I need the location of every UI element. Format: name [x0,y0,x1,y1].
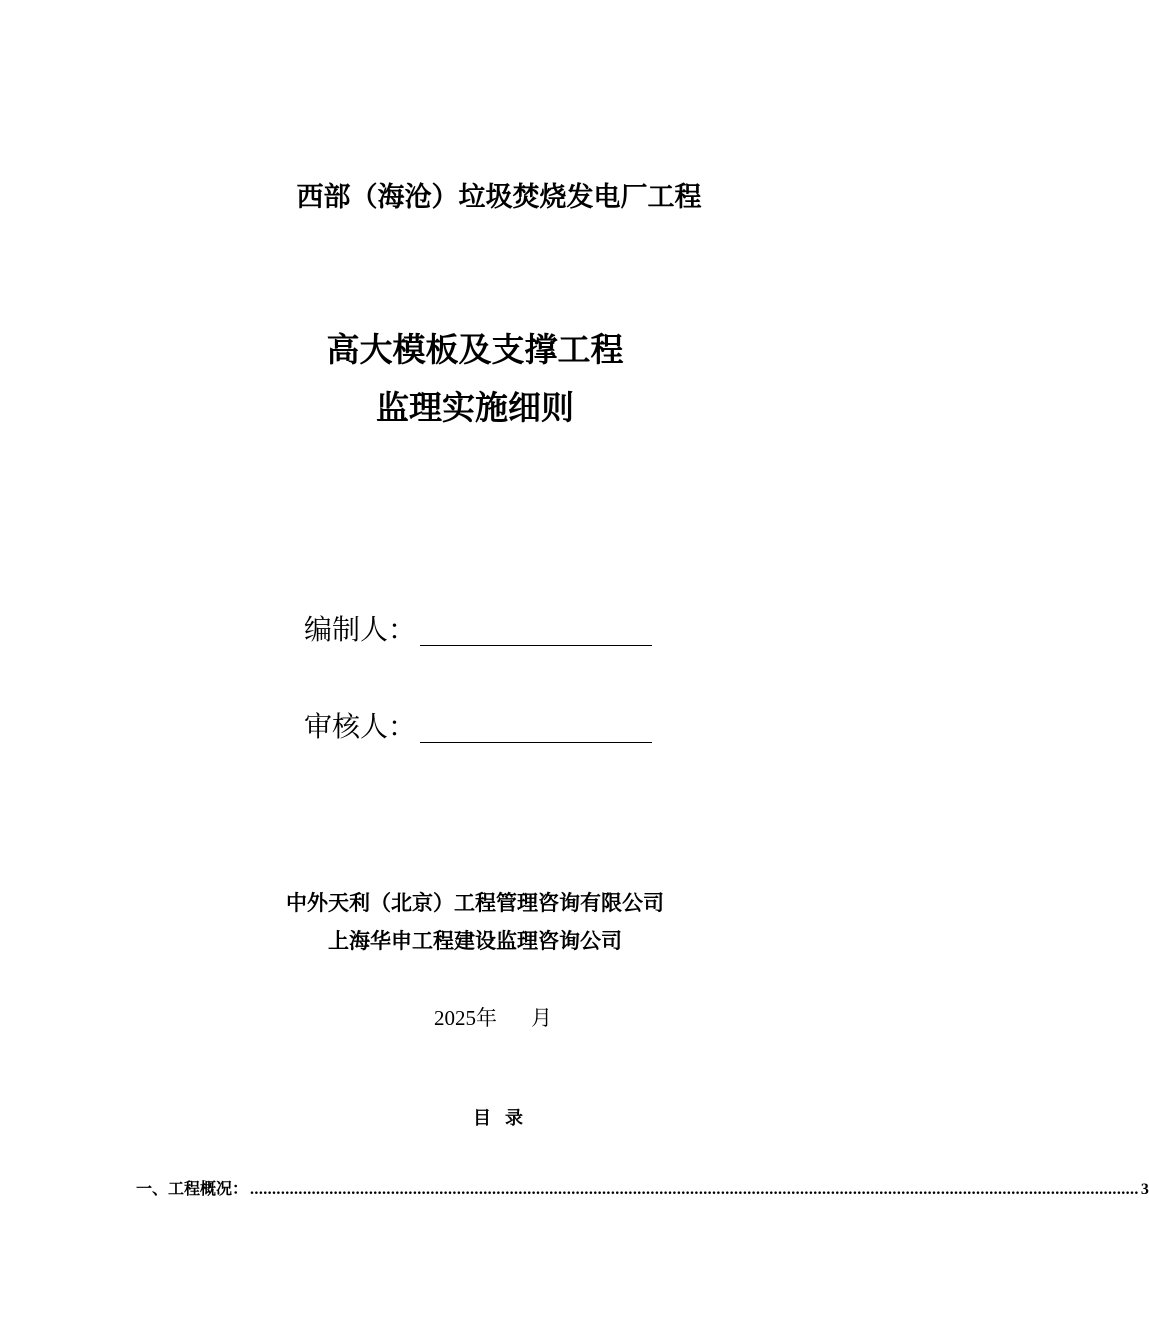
compiler-row [304,608,652,648]
reviewer-row [304,705,652,745]
date-year: 2025 [434,1006,476,1030]
date-month-suffix: 月 [531,1006,552,1030]
reviewer-signature-line [420,742,652,743]
toc-heading: 目录 [473,1108,537,1129]
toc-entry-text: 一、工程概况： [136,1179,249,1198]
toc-leader-dots: .......................................................................................................................................................................................................... [250,1181,1139,1198]
toc-entry[interactable] [136,1177,1149,1202]
compiler-signature-line [420,645,652,646]
company-name-2: 上海华申工程建设监理咨询公司 [328,929,622,953]
document-title-line-1: 高大模板及支撑工程 [326,330,624,369]
reviewer-label: 审核人： [304,710,417,743]
document-title-line-2: 监理实施细则 [376,388,574,427]
project-title: 西部（海沧）垃圾焚烧发电厂工程 [296,182,702,213]
compiler-label: 编制人： [304,613,417,646]
date-line [434,1003,552,1033]
toc-entry-page-number: 3 [1140,1181,1149,1198]
date-year-suffix: 年 [476,1006,497,1030]
company-name-1: 中外天利（北京）工程管理咨询有限公司 [286,891,664,915]
